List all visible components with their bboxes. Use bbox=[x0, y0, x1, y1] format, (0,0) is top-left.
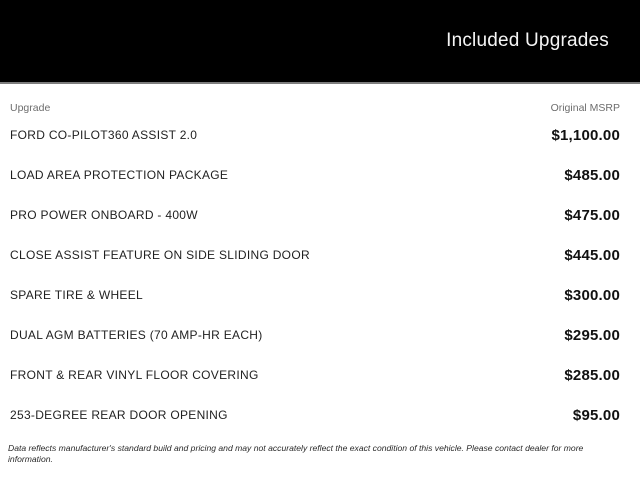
upgrade-name: FORD CO-PILOT360 ASSIST 2.0 bbox=[10, 128, 198, 142]
table-column-headers bbox=[10, 102, 620, 115]
upgrade-price: $295.00 bbox=[564, 326, 620, 344]
upgrade-price: $475.00 bbox=[564, 206, 620, 224]
upgrade-name: DUAL AGM BATTERIES (70 AMP-HR EACH) bbox=[10, 328, 263, 342]
table-row bbox=[10, 395, 620, 435]
included-upgrades-banner bbox=[0, 0, 640, 82]
upgrade-price: $300.00 bbox=[564, 286, 620, 304]
banner-divider bbox=[0, 82, 640, 84]
upgrade-price: $445.00 bbox=[564, 246, 620, 264]
upgrade-name: CLOSE ASSIST FEATURE ON SIDE SLIDING DOOR bbox=[10, 248, 310, 262]
table-row bbox=[10, 275, 620, 315]
table-row bbox=[10, 355, 620, 395]
table-row bbox=[10, 235, 620, 275]
column-header-upgrade: Upgrade bbox=[10, 102, 51, 114]
upgrade-price: $1,100.00 bbox=[551, 126, 620, 144]
disclaimer-text: Data reflects manufacturer's standard build and pricing and may not accurately reflect the exact condition of this vehicle. Please contact dealer for more information. bbox=[8, 443, 584, 464]
table-row bbox=[10, 115, 620, 155]
page-title: Included Upgrades bbox=[446, 30, 609, 51]
upgrade-name: SPARE TIRE & WHEEL bbox=[10, 288, 143, 302]
upgrade-price: $285.00 bbox=[564, 366, 620, 384]
upgrade-name: LOAD AREA PROTECTION PACKAGE bbox=[10, 168, 229, 182]
upgrades-table bbox=[0, 102, 640, 465]
upgrade-name: 253-DEGREE REAR DOOR OPENING bbox=[10, 408, 228, 422]
table-row bbox=[10, 195, 620, 235]
table-row bbox=[10, 155, 620, 195]
table-row bbox=[10, 315, 620, 355]
column-header-original-msrp: Original MSRP bbox=[550, 102, 620, 114]
upgrade-price: $485.00 bbox=[564, 166, 620, 184]
upgrade-name: PRO POWER ONBOARD - 400W bbox=[10, 208, 198, 222]
upgrade-name: FRONT & REAR VINYL FLOOR COVERING bbox=[10, 368, 259, 382]
upgrade-price: $95.00 bbox=[572, 406, 620, 424]
